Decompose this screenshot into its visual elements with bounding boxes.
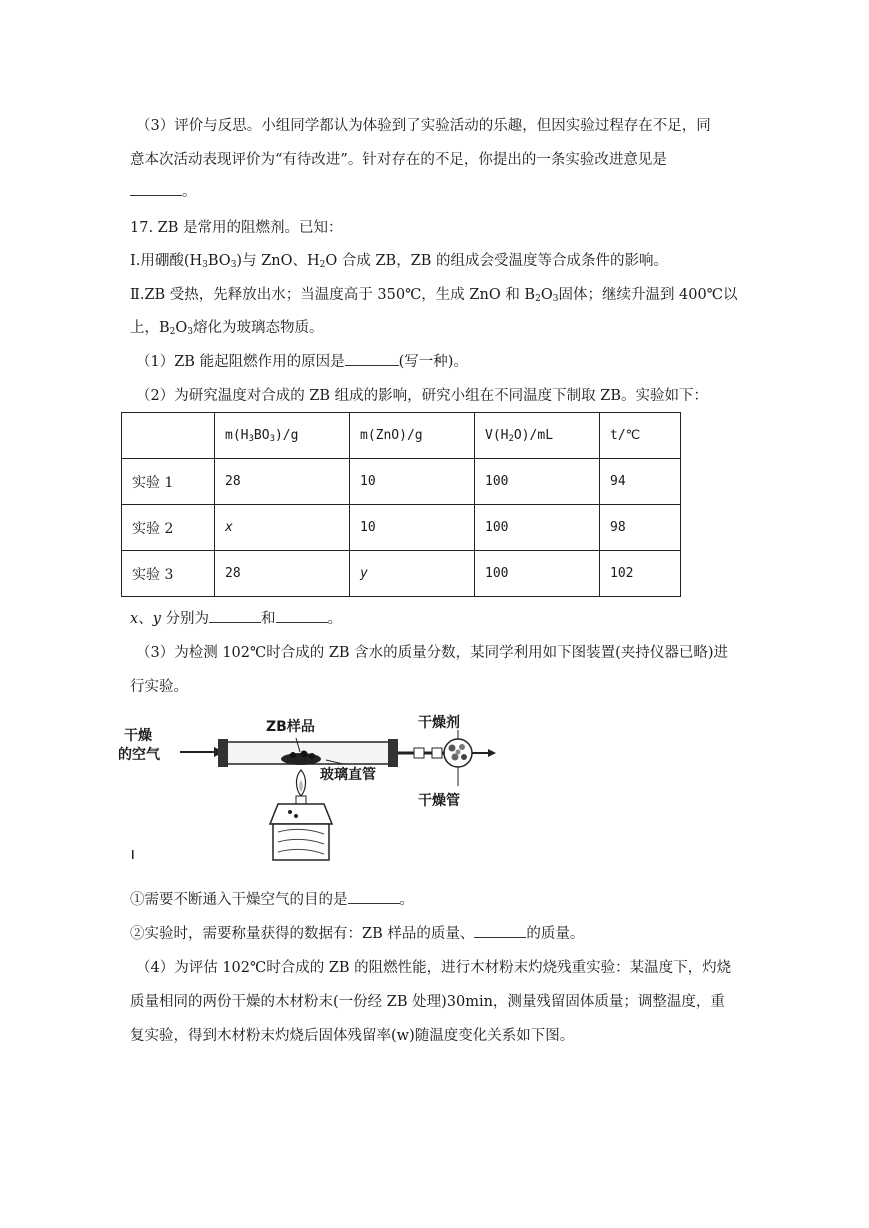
known-condition-1: I.用硼酸$(H_3BO_3)$与 ZnO、$H_2O$ 合成 ZB，ZB 的组成会受温度等合成条件的影响。 — [130, 253, 669, 270]
q3-eval-line1: （3）评价与反思。小组同学都认为体验到了实验活动的乐趣，但因实验过程存在不足，同 — [136, 118, 711, 134]
step-2: ②实验时，需要称量获得的数据有：ZB 样品的质量、 的质量。 — [130, 926, 585, 942]
answer-blank[interactable] — [345, 353, 399, 366]
known-condition-2-cont: 上，$B_2O_3$熔化为玻璃态物质。 — [130, 320, 324, 337]
table-cell: 28 — [215, 459, 350, 505]
table-cell: 28 — [215, 551, 350, 597]
row-label: 实验 1 — [122, 459, 215, 505]
table-header-h3bo3: $m(H_3BO_3)/g$ — [215, 413, 350, 459]
zb-sample-label: ZB样品 — [266, 719, 315, 735]
part-4-line1: （4）为评估 102℃时合成的 ZB 的阻燃性能，进行木材粉末灼烧残重实验：某温度下，灼烧 — [136, 960, 732, 976]
table-cell: 10 — [350, 505, 475, 551]
table-cell: 100 — [475, 505, 600, 551]
table-cell: 100 — [475, 459, 600, 505]
table-row — [122, 459, 681, 505]
step-1: ①需要不断通入干燥空气的目的是 。 — [130, 892, 414, 908]
part-3-line2: 行实验。 — [130, 679, 188, 695]
table-row — [122, 505, 681, 551]
known-condition-2: Ⅱ.ZB 受热，先释放出水；当温度高于 350℃，生成 ZnO 和 $B_2O_3$固体；继续升温到 400℃以 — [130, 287, 738, 304]
experiment-table — [121, 412, 681, 597]
apparatus-diagram — [118, 712, 498, 872]
table-cell: 100 — [475, 551, 600, 597]
dry-air-label: 干燥 — [124, 728, 152, 744]
question-17-intro: 17. ZB 是常用的阻燃剂。已知： — [130, 220, 343, 236]
table-cell: 10 — [350, 459, 475, 505]
answer-blank[interactable] — [348, 891, 400, 904]
table-header-zno: m(ZnO)/g — [350, 413, 475, 459]
table-header-temp: t/℃ — [600, 413, 681, 459]
part-3-line1: （3）为检测 102℃时合成的 ZB 含水的质量分数，某同学利用如下图装置(夹持仪器已略)进 — [136, 645, 728, 661]
row-label: 实验 3 — [122, 551, 215, 597]
table-cell: 98 — [600, 505, 681, 551]
answer-blank[interactable] — [130, 183, 182, 196]
part-4-line2: 质量相同的两份干燥的木材粉末(一份经 ZB 处理)30min，测量残留固体质量；调整温度，重 — [130, 994, 725, 1010]
row-label: 实验 2 — [122, 505, 215, 551]
table-cell: y — [350, 551, 475, 597]
answer-blank[interactable] — [474, 925, 526, 938]
dry-air-label-2: 的空气 — [118, 747, 160, 763]
part-1: （1）ZB 能起阻燃作用的原因是 (写一种)。 — [136, 354, 468, 370]
table-row — [122, 551, 681, 597]
part-4-line3: 复实验，得到木材粉末灼烧后固体残留率(w)随温度变化关系如下图。 — [130, 1028, 575, 1044]
table-cell: 102 — [600, 551, 681, 597]
table-header-empty — [122, 413, 215, 459]
q3-eval-line2: 意本次活动表现评价为“有待改进”。针对存在的不足，你提出的一条实验改进意见是 — [130, 152, 667, 168]
part-2: （2）为研究温度对合成的 ZB 组成的影响，研究小组在不同温度下制取 ZB。实验如下： — [136, 388, 709, 404]
table-header-row — [122, 413, 681, 459]
table-header-h2o: $V(H_2O)/mL$ — [475, 413, 600, 459]
desiccant-label: 干燥剂 — [418, 715, 460, 731]
answer-blank[interactable] — [209, 610, 261, 623]
answer-blank[interactable] — [276, 610, 328, 623]
xy-question: x、y 分别为 和 。 — [130, 611, 342, 627]
table-cell: 94 — [600, 459, 681, 505]
table-cell: x — [215, 505, 350, 551]
glass-tube-label: 玻璃直管 — [320, 767, 376, 783]
q3-eval-line3: 。 — [130, 180, 197, 201]
drying-tube-label: 干燥管 — [418, 793, 460, 809]
